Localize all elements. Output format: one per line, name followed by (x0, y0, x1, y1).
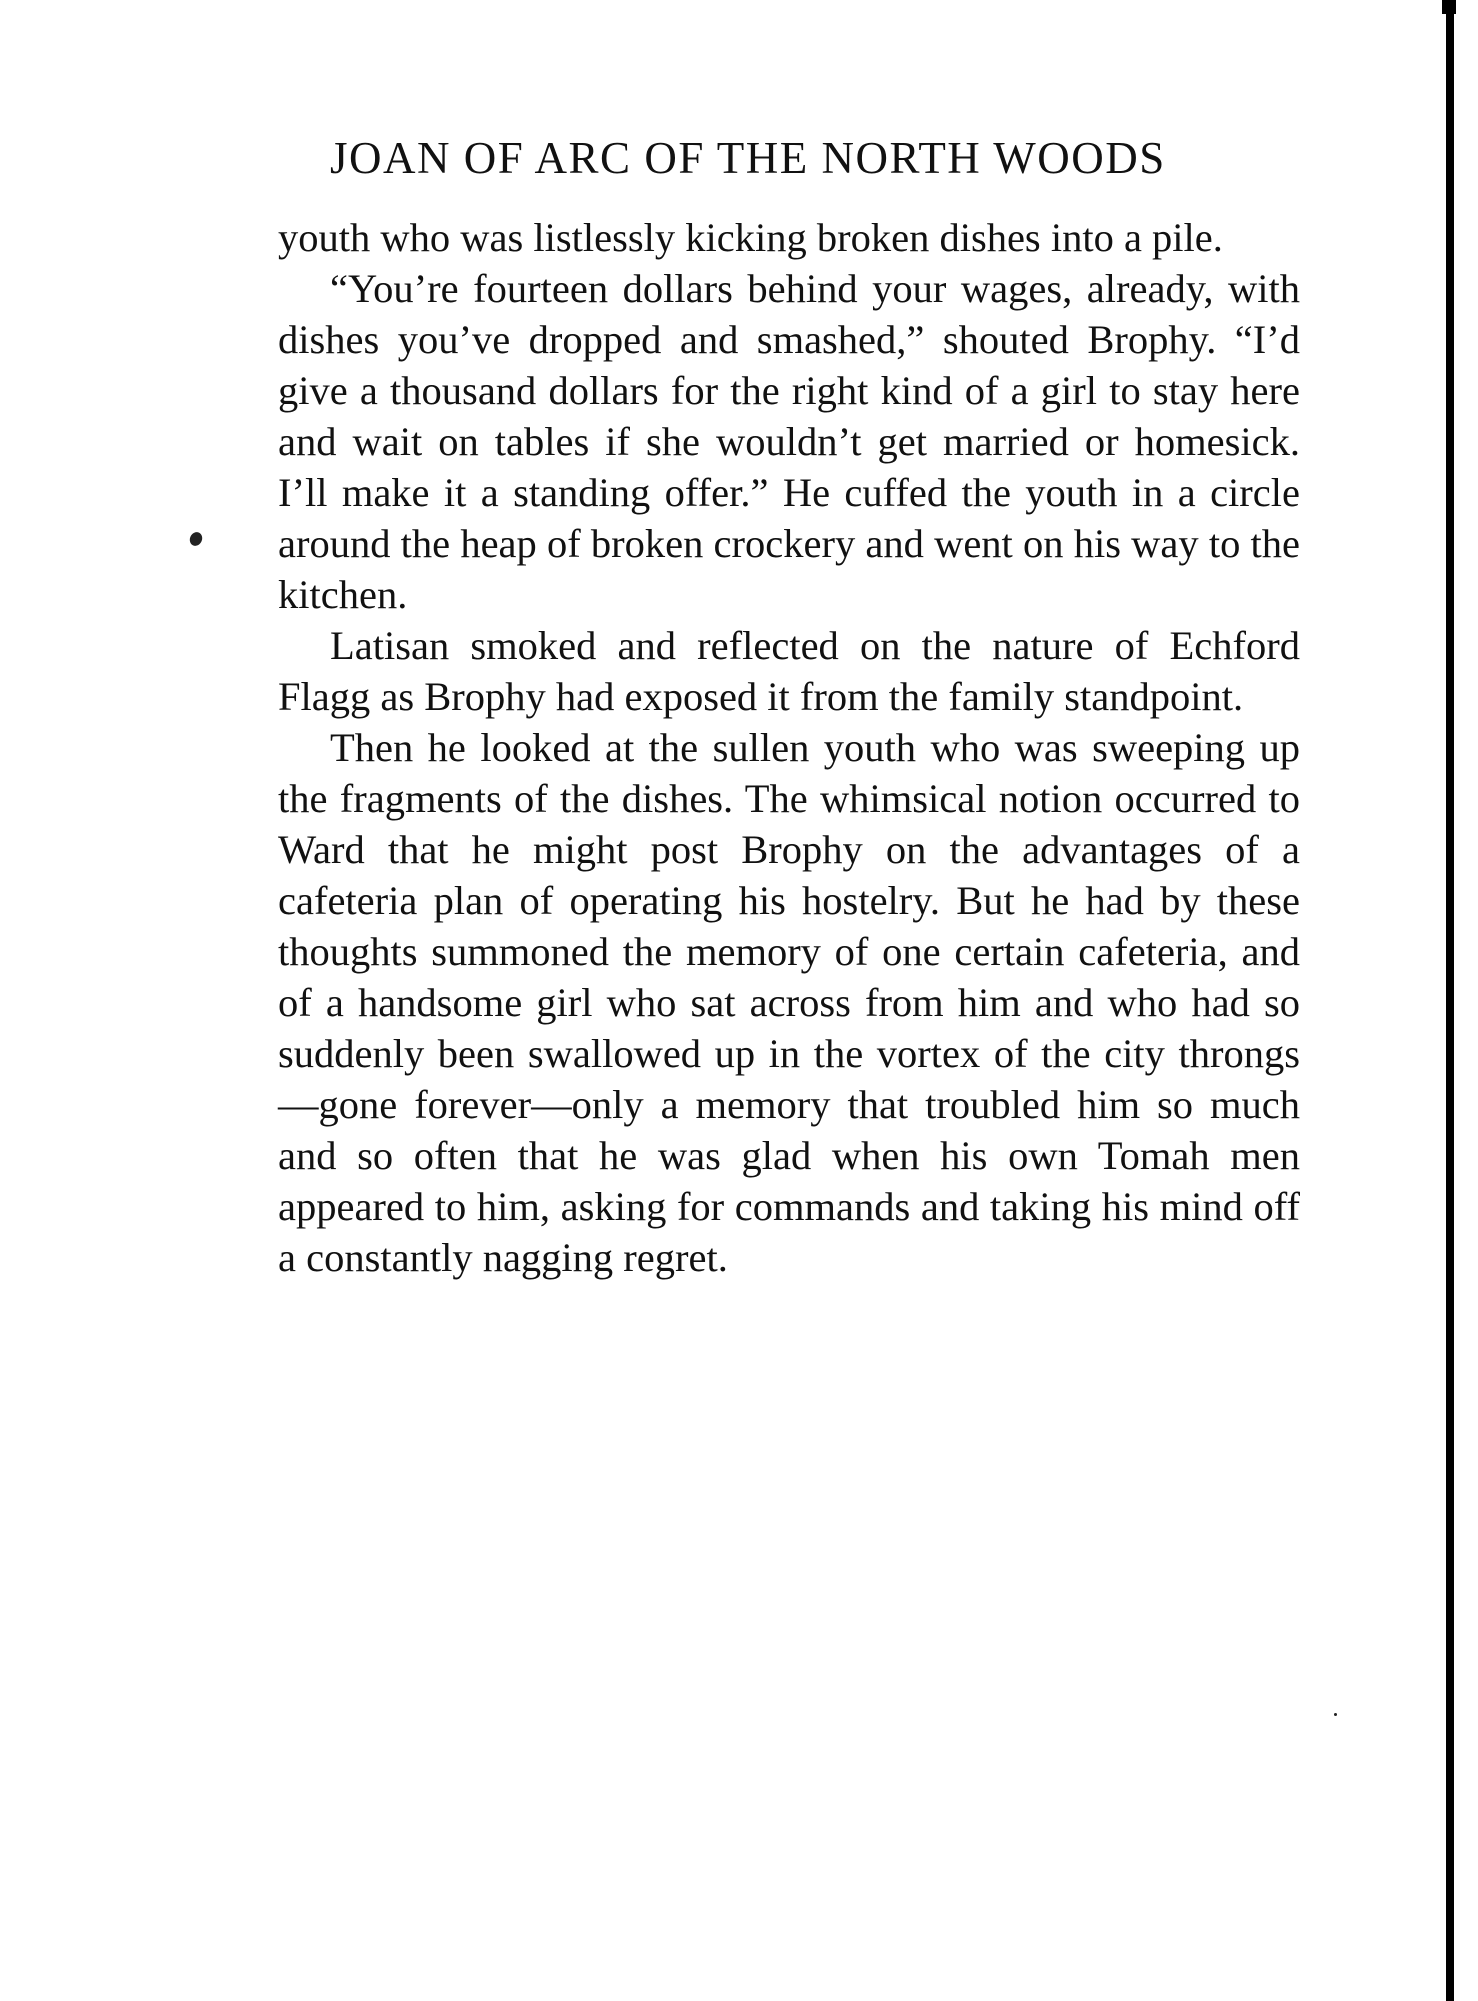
ink-speck (188, 530, 205, 548)
paragraph-brophy-offer: “You’re fourteen dollars behind your wages, already, with dishes you’ve dropped and smashed,” shouted Brophy. “I’d give a thousand dollars for the right kind of a girl to stay here and wait on tables if she wouldn’t get married or homesick. I’ll make it a standing offer.” He cuffed the youth in a circle around the heap of broken crockery and went on his way to the kitchen. (278, 266, 1300, 617)
paragraph-cafeteria-memory: Then he looked at the sullen youth who was sweeping up the fragments of the dishes. The whimsical notion occurred to Ward that he might post Brophy on the advantages of a cafeteria plan of operating his hostelry. But he had by these thoughts summoned the memory of one certain cafeteria, and of a handsome girl who sat across from him and who had so suddenly been swallowed up in the vortex of the city throngs—gone forever—only a memory that troubled him so much and so often that he was glad when his own Tomah men appeared to him, asking for commands and taking his mind off a constantly nagging regret. (278, 725, 1300, 1280)
paragraph-latisan-reflects: Latisan smoked and reflected on the nature of Echford Flagg as Brophy had exposed it from the family standpoint. (278, 623, 1300, 719)
ink-speck (1334, 1713, 1337, 1716)
paragraph-continued: youth who was listlessly kicking broken dishes into a pile. (278, 215, 1223, 260)
page-binding-edge (1446, 0, 1454, 2001)
running-head: JOAN OF ARC OF THE NORTH WOODS (330, 133, 1166, 183)
body-text (278, 212, 1300, 1283)
